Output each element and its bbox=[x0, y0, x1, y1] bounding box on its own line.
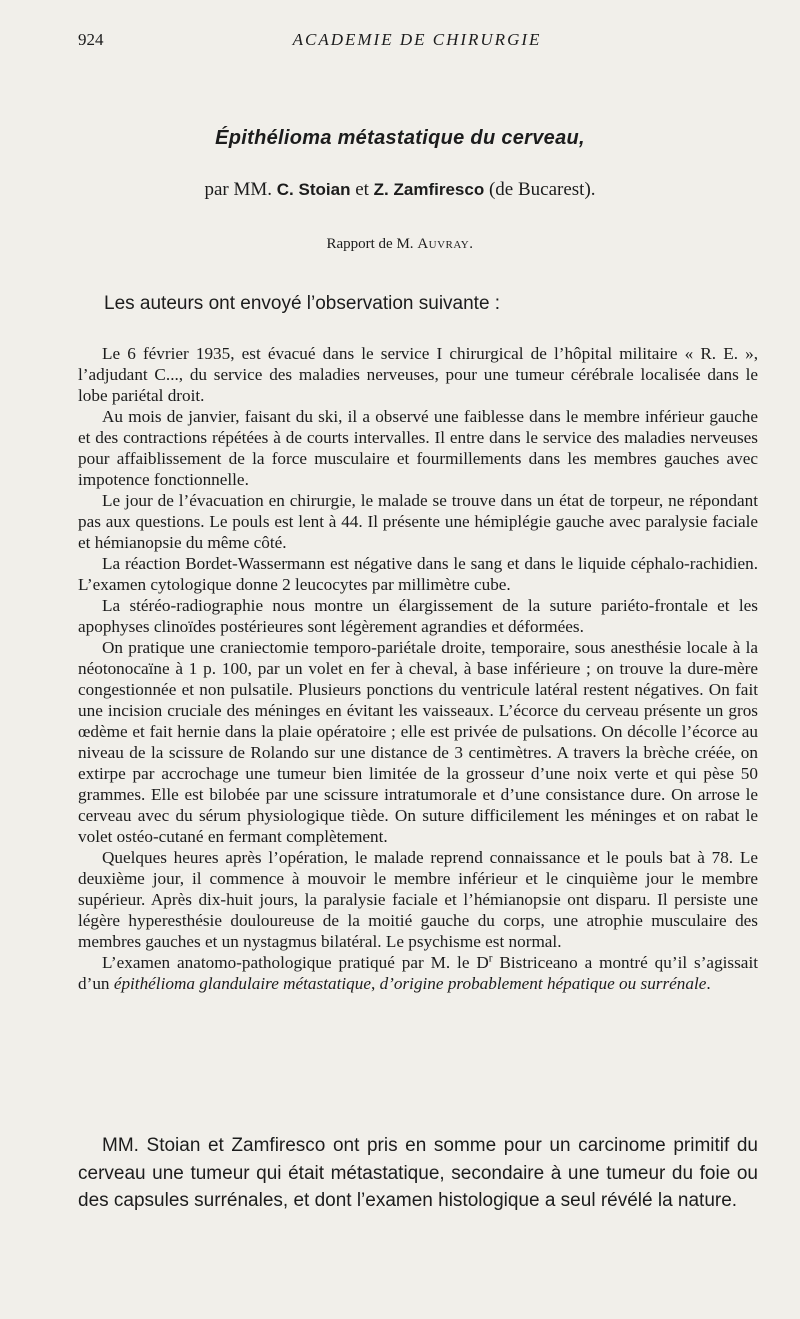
paragraph: La stéréo-radiographie nous montre un élargissement de la suture pariéto-frontale et les apophyses clinoïdes postérieures sont légèrement agrandies et déformées. bbox=[78, 596, 758, 636]
authors-prefix: par MM. bbox=[204, 179, 273, 200]
rapport-prefix: Rapport de M. bbox=[326, 236, 414, 252]
paragraph: On pratique une craniectomie temporo-pariétale droite, temporaire, sous anesthésie locale à la néotonocaïne à 1 p. 100, par un volet en fer à cheval, à base inférieure ; on trouve la dure-mère congestionnée et non pulsatile. Plusieurs ponctions du ventricule latéral restent négatives. On fait une incision cruciale des méninges en évitant les vaisseaux. L’écorce du cerveau présente un gros œdème et fait hernie dans la plaie opératoire ; elle est privée de pulsations. On décolle l’écorce au niveau de la scissure de Rolando sur une distance de 3 centimètres. A travers la brèche créée, on extirpe par accrochage une tumeur bien limitée de la grosseur d’une noix verte et qui pèse 50 grammes. Elle est bilobée par une scissure intratumorale et d’une consistance dure. On arrose le cerveau avec du sérum physiologique tiède. On suture difficilement les méninges et on rabat le volet ostéo-cutané en fermant complètement. bbox=[78, 638, 758, 846]
paragraph bbox=[78, 952, 758, 994]
paragraph: Quelques heures après l’opération, le malade reprend connaissance et le pouls bat à 78. Le deuxième jour, il commence à mouvoir le membre inférieur et le cinquième jour le membre supérieur. Après dix-huit jours, la paralysie faciale et l’hémianopsie ont disparu. Il persiste une légère hyperesthésie douloureuse de la moitié gauche du corps, une atrophie musculaire des membres gauches et un nystagmus bilatéral. Le psychisme est normal. bbox=[78, 848, 758, 951]
running-head: ACADEMIE DE CHIRURGIE bbox=[292, 30, 542, 49]
p8-sup: r bbox=[488, 952, 493, 965]
page-header bbox=[78, 30, 756, 54]
article-authors bbox=[0, 179, 800, 201]
author-1: C. Stoian bbox=[276, 180, 351, 199]
rapport-line bbox=[0, 236, 800, 253]
paragraph: Le jour de l’évacuation en chirurgie, le malade se trouve dans un état de torpeur, ne répondant pas aux questions. Le pouls est lent à 44. Il présente une hémiplégie gauche avec paralysie faciale et hémianopsie du même côté. bbox=[78, 491, 758, 552]
author-2: Z. Zamfiresco bbox=[373, 180, 485, 199]
p8-sep: , bbox=[370, 974, 380, 993]
p8-diagnosis: épithélioma glandulaire métastatique bbox=[113, 974, 371, 993]
authors-and: et bbox=[355, 179, 369, 200]
p8-end: . bbox=[706, 974, 711, 993]
authors-location: (de Bucarest). bbox=[488, 179, 596, 200]
p8-mid: Bistriceano a montré qu’il s’agissait d’un bbox=[78, 953, 758, 993]
paragraph: Le 6 février 1935, est évacué dans le service I chirurgical de l’hôpital militaire « R. E. », l’adjudant C..., du service des maladies nerveuses, pour une tumeur cérébrale localisée dans le lobe pariétal droit. bbox=[78, 344, 758, 405]
paragraph: Au mois de janvier, faisant du ski, il a observé une faiblesse dans le membre inférieur gauche et des contractions répétées à de courts intervalles. Il entre dans le service des maladies nerveuses pour affaiblissement de la force musculaire et fourmillements dans les membres gauches avec impotence fonctionnelle. bbox=[78, 407, 758, 489]
conclusion-paragraph: MM. Stoian et Zamfiresco ont pris en somme pour un carcinome primitif du cerveau une tumeur qui était métastatique, secondaire à une tumeur du foie ou des capsules surrénales, et dont l’examen histologique a seul révélé la nature. bbox=[78, 1135, 758, 1211]
observation-text bbox=[78, 343, 758, 994]
article-title: Épithélioma métastatique du cerveau, bbox=[215, 127, 585, 149]
p8-start: L’examen anatomo-pathologique pratiqué par M. le D bbox=[102, 953, 489, 972]
rapport-name: Auvray. bbox=[417, 236, 474, 252]
page-number: 924 bbox=[78, 30, 104, 49]
paragraph: La réaction Bordet-Wassermann est négative dans le sang et dans le liquide céphalo-rachidien. L’examen cytologique donne 2 leucocytes par millimètre cube. bbox=[78, 554, 758, 594]
p8-origin: d’origine probablement hépatique ou surrénale bbox=[379, 974, 707, 993]
conclusion-text bbox=[78, 1132, 758, 1215]
intro-sentence: Les auteurs ont envoyé l’observation suivante : bbox=[104, 293, 501, 314]
